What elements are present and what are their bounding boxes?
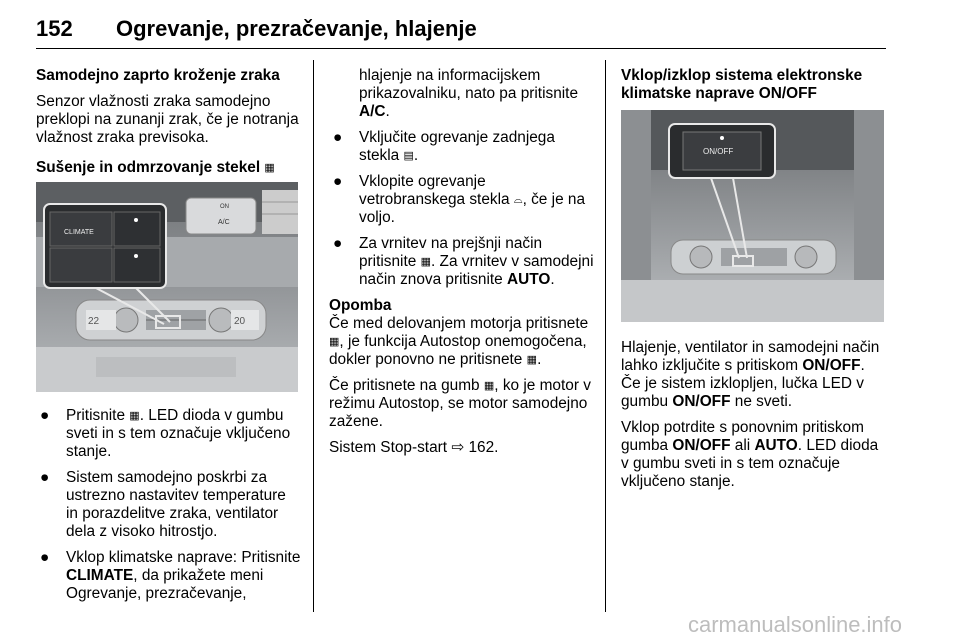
continuation-text: hlajenje na informacijskem prikazovalniku, nato pa pritisnite	[359, 67, 579, 102]
windscreen-heat-icon: ⌓	[513, 194, 523, 206]
on-label: ON	[220, 204, 229, 210]
defrost-icon: ▦	[129, 410, 140, 422]
auto-keyword: AUTO	[507, 271, 551, 288]
defrost-icon: ▦	[483, 380, 495, 392]
defrost-icon: ▦	[526, 354, 538, 366]
climate-panel-illustration	[36, 182, 298, 392]
paragraph-text: Hlajenje, ventilator in samodejni način lahko izključite s pritiskom	[621, 339, 880, 374]
onoff-paragraph-1	[621, 339, 886, 411]
bullet-text: .	[550, 271, 555, 288]
bullet-auto-settings	[36, 469, 301, 541]
bullet-text: Pritisnite	[66, 407, 130, 424]
bullet-windscreen	[329, 173, 594, 227]
column-1	[36, 67, 301, 185]
note-text-2	[329, 377, 594, 431]
bullet-text: . Za vrnitev v samodejni način znova pritisnite	[359, 253, 594, 288]
column-divider-1	[313, 60, 314, 612]
bullet-icon: ●	[333, 129, 343, 146]
bullet-icon: ●	[40, 407, 50, 424]
bullet-climate-on	[36, 549, 301, 603]
defrost-heading-text: Sušenje in odmrzovanje stekel	[36, 159, 261, 176]
bullet-rear-window	[329, 129, 594, 165]
bullet-continuation	[329, 67, 594, 121]
onoff-keyword: ON/OFF	[672, 393, 731, 410]
climate-label: CLIMATE	[64, 229, 94, 236]
onoff-paragraph-2	[621, 419, 886, 491]
xref-page[interactable]: 162.	[468, 439, 499, 456]
column-3-text	[621, 339, 886, 499]
xref-text: Sistem Stop-start	[329, 439, 452, 456]
temp-right-label: 20	[234, 316, 246, 327]
column-2	[329, 67, 594, 465]
note-text: Če med delovanjem motorja pritisnete	[329, 315, 589, 332]
note-text: , je funkcija Autostop onemogočena, dokler ponovno ne pritisnete	[329, 333, 587, 368]
bullet-text: , če je na voljo.	[359, 191, 586, 226]
note-text: .	[537, 351, 542, 368]
column-1-bullets	[36, 407, 301, 611]
column-3	[621, 67, 886, 111]
bullet-icon: ●	[333, 235, 343, 252]
climate-keyword: CLIMATE	[66, 567, 134, 584]
onoff-keyword: ON/OFF	[802, 357, 861, 374]
paragraph-text: . Če je sistem izklopljen, lučka LED v gumbu	[621, 357, 865, 410]
bullet-icon: ●	[40, 549, 50, 566]
bullet-icon: ●	[333, 173, 343, 190]
bullet-text: . LED dioda v gumbu sveti in s tem označuje vključeno stanje.	[66, 407, 291, 460]
column-divider-2	[605, 60, 606, 612]
bullet-text: , da prikažete meni Ogrevanje, prezračevanje,	[66, 567, 264, 602]
paragraph-text: ne sveti.	[730, 393, 793, 410]
bullet-text: Vklopite ogrevanje vetrobranskega stekla	[359, 173, 514, 208]
rear-defrost-icon: ▤	[403, 150, 414, 162]
climate-panel-photo	[36, 182, 298, 392]
bullet-text: Vklop klimatske naprave: Pritisnite	[66, 549, 301, 566]
paragraph-text: ali	[730, 437, 755, 454]
arrow-icon: ⇨	[451, 439, 465, 456]
paragraph-text: Vklop potrdite s ponovnim pritiskom gumba	[621, 419, 864, 454]
bullet-text: Za vrnitev na prejšnji način pritisnite	[359, 235, 543, 270]
note-text: , ko je motor v režimu Autostop, se motor samodejno zažene.	[329, 377, 591, 430]
defrost-icon: ▦	[420, 256, 431, 268]
onoff-button-photo	[621, 110, 884, 322]
defrost-icon: ▦	[329, 336, 340, 348]
defrost-icon: ▦	[264, 162, 275, 174]
cross-reference[interactable]	[329, 439, 594, 457]
bullet-icon: ●	[40, 469, 50, 486]
bullet-text: Sistem samodejno poskrbi za ustrezno nastavitev temperature in porazdelitve zraka, ventilator dela z visoko hitrostjo.	[66, 469, 286, 540]
section-heading-defrost	[36, 159, 301, 177]
temp-left-label: 22	[88, 316, 100, 327]
onoff-keyword: ON/OFF	[672, 437, 731, 454]
continuation-text: .	[385, 103, 390, 120]
auto-keyword: AUTO	[754, 437, 798, 454]
note-text-1	[329, 315, 594, 369]
recirculation-text: Senzor vlažnosti zraka samodejno preklopi na zunanji zrak, če je notranja vlažnost zraka previsoka.	[36, 93, 299, 146]
page-number: 152	[36, 16, 73, 41]
note-text: Če pritisnete na gumb	[329, 377, 484, 394]
ac-keyword: A/C	[359, 103, 386, 120]
bullet-text: .	[413, 147, 419, 164]
bullet-press-defrost	[36, 407, 301, 461]
page-header	[36, 16, 886, 50]
watermark: carmanualsonline.info	[688, 612, 903, 637]
bullet-return-mode	[329, 235, 594, 289]
onoff-illustration	[621, 110, 884, 322]
note-heading: Opomba	[329, 297, 392, 314]
onoff-label: ON/OFF	[703, 147, 734, 156]
paragraph-text: . LED dioda v gumbu sveti in s tem označuje vključeno stanje.	[621, 437, 879, 490]
ac-label: A/C	[218, 219, 230, 226]
page-title: Ogrevanje, prezračevanje, hlajenje	[116, 16, 477, 41]
section-heading-onoff: Vklop/izklop sistema elektronske klimatske naprave ON/OFF	[621, 67, 863, 102]
section-heading-recirculation: Samodejno zaprto kroženje zraka	[36, 67, 280, 84]
header-rule	[36, 48, 886, 49]
bullet-text: Vključite ogrevanje zadnjega stekla	[359, 129, 555, 164]
